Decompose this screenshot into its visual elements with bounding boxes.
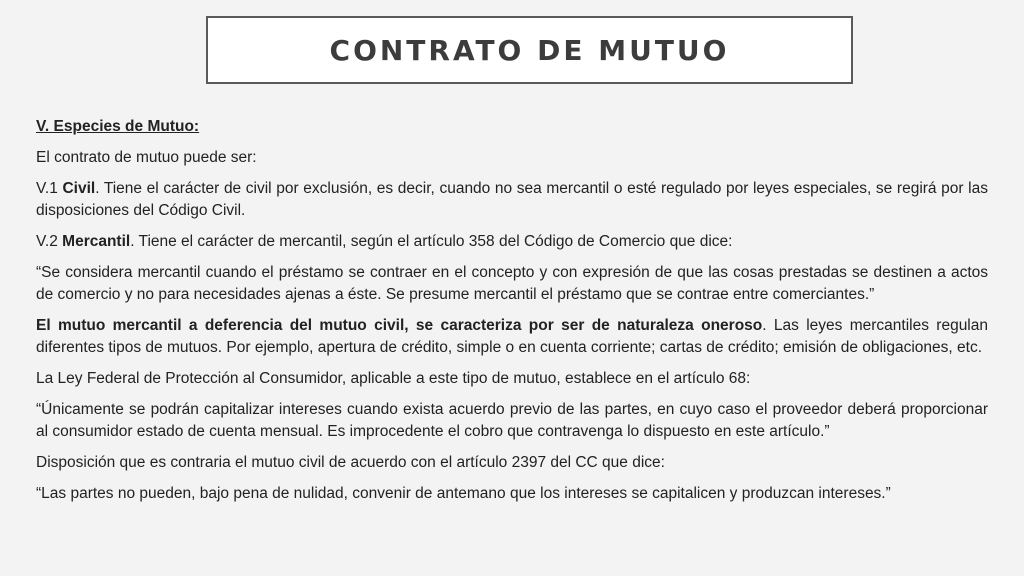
slide-content (36, 116, 988, 514)
quote-articulo-68: “Únicamente se podrán capitalizar intereses cuando exista acuerdo previo de las partes, en cuyo caso el proveedor deberá proporcionar al consumidor estado de cuenta mensual. Es improcedente el cobro que contravenga lo dispuesto en este artículo.” (36, 401, 988, 440)
disposicion-paragraph: Disposición que es contraria el mutuo civil de acuerdo con el artículo 2397 del CC que dice: (36, 454, 665, 471)
mercantil-prefix: V.2 (36, 233, 63, 250)
civil-term: Civil (62, 180, 96, 197)
quote-codigo-comercio: “Se considera mercantil cuando el préstamo se contraer en el concepto y con expresión de que las cosas prestadas se destinen a actos de comercio y no para necesidades ajenas a éste. Se presume mercantil el préstamo que se contrae entre comerciantes.” (36, 264, 988, 303)
civil-paragraph (36, 178, 988, 222)
mercantil-term: Mercantil (62, 233, 131, 250)
mercantil-paragraph (36, 231, 988, 253)
difference-paragraph (36, 315, 988, 359)
civil-text: . Tiene el carácter de civil por exclusión, es decir, cuando no sea mercantil o esté regulado por leyes especiales, se regirá por las disposiciones del Código Civil. (36, 180, 988, 219)
ley-federal-paragraph: La Ley Federal de Protección al Consumidor, aplicable a este tipo de mutuo, establece en el artículo 68: (36, 370, 751, 387)
difference-text: . Las leyes mercantiles regulan diferentes tipos de mutuos. Por ejemplo, apertura de crédito, simple o en cuenta corriente; cartas de crédito; emisión de obligaciones, etc. (36, 317, 988, 356)
civil-prefix: V.1 (36, 180, 63, 197)
difference-bold: El mutuo mercantil a deferencia del mutuo civil, se caracteriza por ser de naturaleza oneroso (36, 317, 763, 334)
mercantil-text: . Tiene el carácter de mercantil, según el artículo 358 del Código de Comercio que dice: (130, 233, 733, 250)
intro-paragraph: El contrato de mutuo puede ser: (36, 149, 257, 166)
slide-title: CONTRATO DE MUTUO (329, 33, 730, 67)
section-heading: V. Especies de Mutuo: (36, 118, 200, 135)
quote-articulo-2397: “Las partes no pueden, bajo pena de nulidad, convenir de antemano que los intereses se capitalicen y produzcan intereses.” (36, 485, 891, 502)
title-box (206, 16, 853, 84)
